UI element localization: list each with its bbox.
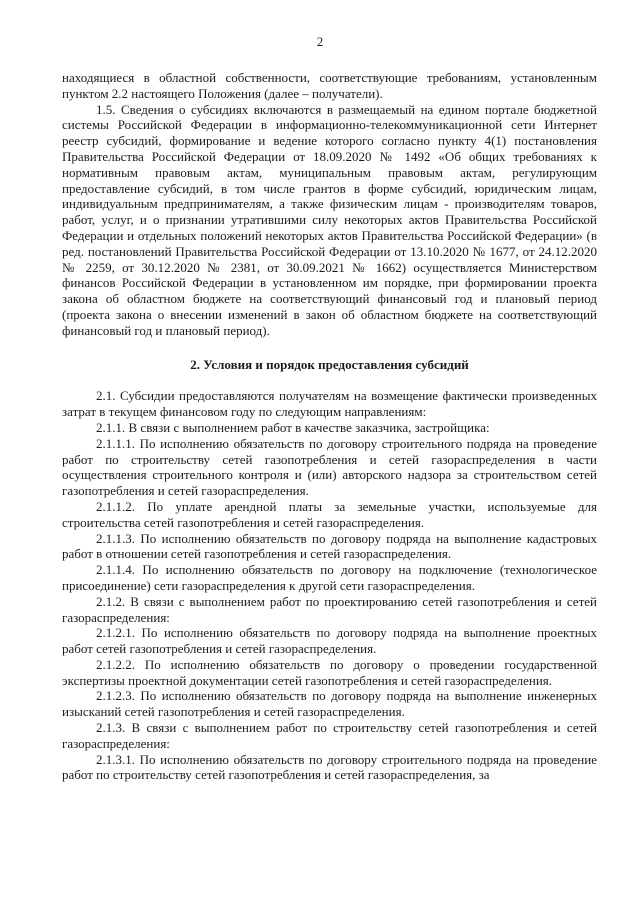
page-number: 2 bbox=[316, 34, 324, 49]
paragraph-2-1-2-1: 2.1.2.1. По исполнению обязательств по договору подряда на выполнение проектных работ сетей газопотребления и сетей газораспределения. bbox=[62, 625, 597, 657]
paragraph-2-1-3-1: 2.1.3.1. По исполнению обязательств по договору строительного подряда на проведение работ по строительству сетей газопотребления и сетей газораспределения, за bbox=[62, 751, 597, 783]
paragraph-2-1-1-1: 2.1.1.1. По исполнению обязательств по договору строительного подряда на проведение работ по строительству сетей газопотребления и сетей газораспределения в части осуществления строительного контроля и (или) авторского надзора за строительством сетей газопотребления и сетей газораспределения. bbox=[62, 435, 597, 499]
paragraph-continued: находящиеся в областной собственности, соответствующие требованиям, установленным пунктом 2.2 настоящего Положения (далее – получатели). bbox=[62, 70, 597, 101]
section-heading: 2. Условия и порядок предоставления субсидий bbox=[190, 356, 469, 372]
paragraph-2-1-2-3: 2.1.2.3. По исполнению обязательств по договору подряда на выполнение инженерных изысканий сетей газопотребления и сетей газораспределения. bbox=[62, 688, 597, 720]
paragraph-2-1-3: 2.1.3. В связи с выполнением работ по строительству сетей газопотребления и сетей газораспределения: bbox=[62, 720, 597, 751]
paragraph-2-1-2: 2.1.2. В связи с выполнением работ по проектированию сетей газопотребления и сетей газораспределения: bbox=[62, 593, 597, 625]
paragraph-2-1-2-2: 2.1.2.2. По исполнению обязательств по договору о проведении государственной экспертизы проектной документации сетей газопотребления и сетей газораспределения. bbox=[62, 656, 597, 688]
document-body bbox=[62, 70, 597, 783]
paragraph-2-1-1: 2.1.1. В связи с выполнением работ в качестве заказчика, застройщика: bbox=[96, 419, 490, 435]
paragraph-2-1: 2.1. Субсидии предоставляются получателям на возмещение фактически произведенных затрат в текущем финансовом году по следующим направлениям: bbox=[62, 388, 597, 420]
paragraph-1-5: 1.5. Сведения о субсидиях включаются в размещаемый на едином портале бюджетной системы Российской Федерации в информационно-телекоммуникационной сети Интернет реестр субсидий, формирование и ведение которого согласно пункту 4(1) постановления Правительства Российской Федерации от 18.09.2020 № 1492 «Об общих требованиях к нормативным правовым актам, муниципальным правовым актам, регулирующим предоставление субсидий, в том числе грантов в форме субсидий, юридическим лицам, индивидуальным предпринимателям, а также физическим лицам - производителям товаров, работ, услуг, и о признании утратившими силу некоторых актов Правительства Российской Федерации и отдельных положений некоторых актов Правительства Российской Федерации» (в ред. постановлений Правительства Российской Федерации от 13.10.2020 № 1677, от 24.12.2020 № 2259, от 30.12.2020 № 2381, от 30.09.2021 № 1662) осуществляется Министерством финансов Российской Федерации в установленном им порядке, при формировании проекта закона об областном бюджете на соответствующий финансовый год и плановый период (проекта закона о внесении изменений в закон об областном бюджете на соответствующий финансовый год и плановый период). bbox=[62, 101, 597, 338]
paragraph-2-1-1-3: 2.1.1.3. По исполнению обязательств по договору подряда на выполнение кадастровых работ в отношении сетей газопотребления и сетей газораспределения. bbox=[62, 530, 597, 562]
paragraph-2-1-1-4: 2.1.1.4. По исполнению обязательств по договору на подключение (технологическое присоединение) сети газораспределения к другой сети газораспределения. bbox=[62, 562, 597, 593]
paragraph-2-1-1-2: 2.1.1.2. По уплате арендной платы за земельные участки, используемые для строительства сетей газопотребления и сетей газораспределения. bbox=[62, 498, 597, 530]
